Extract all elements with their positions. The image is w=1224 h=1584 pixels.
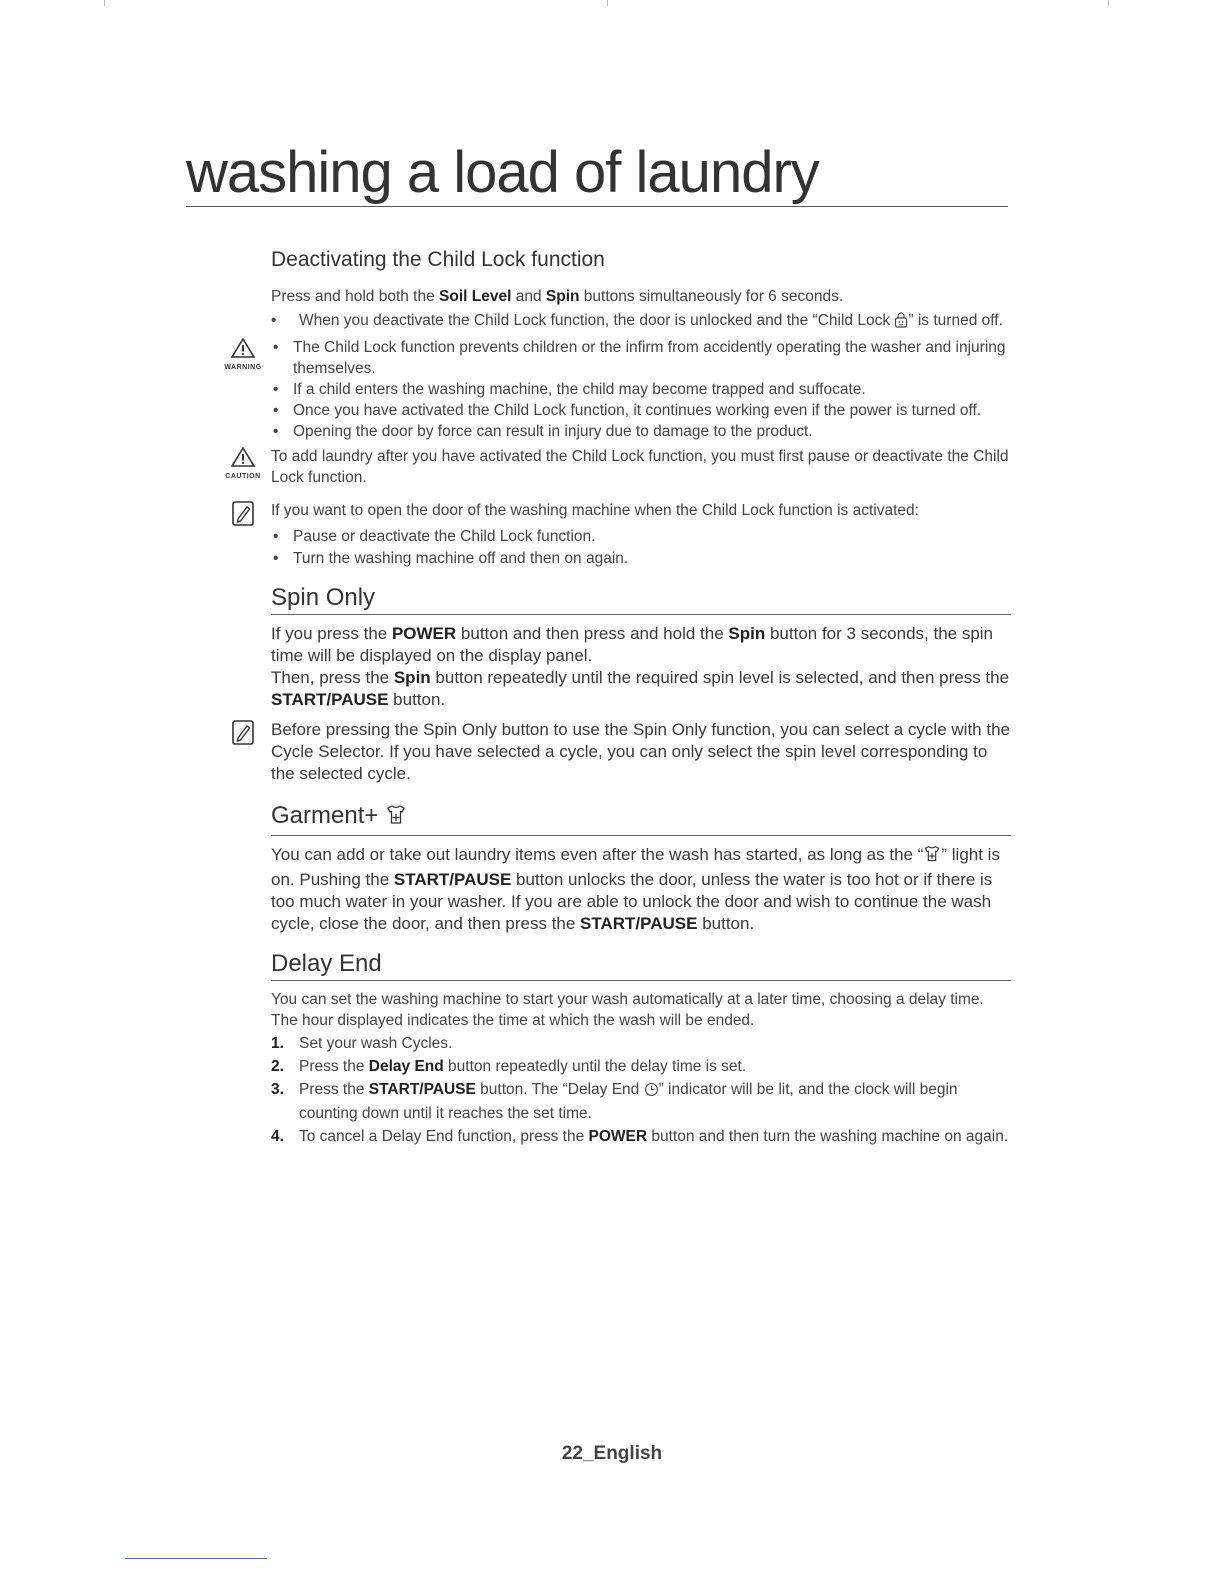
delay-end-intro: You can set the washing machine to start your wash automatically at a later time, choosing a delay time. The hour displayed indicates the time at which the wash will be ended. [271, 991, 984, 1029]
warning-item: • The Child Lock function prevents children or the infirm from accidently operating the washer and injuring themselves. [271, 337, 1011, 379]
crop-mark-center [607, 0, 608, 6]
spin-only-heading: Spin Only [271, 583, 1011, 615]
list-item: 4. To cancel a Delay End function, press the POWER button and then turn the washing machine on again. [271, 1128, 1009, 1145]
delay-end-steps [271, 1033, 1011, 1147]
caution-block [225, 446, 1011, 488]
warning-item: • Once you have activated the Child Lock function, it continues working even if the power is turned off. [271, 400, 1011, 421]
garment-icon [385, 804, 407, 834]
warning-item: • Opening the door by force can result in injury due to damage to the product. [271, 421, 1011, 442]
crop-mark-right [1108, 0, 1109, 6]
page-content [224, 246, 1011, 1149]
crop-mark-left [104, 0, 105, 6]
warning-block [224, 337, 1011, 442]
delay-end-clock-icon [644, 1082, 659, 1103]
caution-text: To add laundry after you have activated the Child Lock function, you must first pause or deactivate the Child Lock function. [271, 448, 1009, 486]
note-item: • Pause or deactivate the Child Lock function. [271, 526, 1011, 547]
page-title: washing a load of laundry [186, 140, 1008, 207]
spin-only-paragraph: If you press the POWER button and then press and hold the Spin button for 3 seconds, the spin time will be displayed on the display panel. [271, 624, 994, 665]
note-block [231, 500, 1011, 569]
garment-paragraph: You can add or take out laundry items even after the wash has started, as long as the “ ” light is on. Pushing the START/PAUSE button unlocks the door, unless the water is too hot or if there is too much water in your washer. If you are able to unlock the door and wish to continue the wash cycle, close the door, and then press the START/PAUSE button. [271, 845, 1000, 933]
caution-icon: CAUTION [223, 446, 263, 487]
note-item: • Turn the washing machine off and then on again. [271, 548, 1011, 569]
delay-end-heading: Delay End [271, 949, 1011, 981]
note-icon [223, 500, 263, 528]
note-text: If you want to open the door of the washing machine when the Child Lock function is activated: [271, 502, 919, 519]
garment-icon [923, 845, 941, 869]
bottom-rule [125, 1558, 267, 1559]
list-item: 3. Press the START/PAUSE button. The “Delay End ” indicator will be lit, and the clock will begin counting down until it reaches the set time. [271, 1081, 958, 1122]
list-item: 2. Press the Delay End button repeatedly until the delay time is set. [271, 1058, 747, 1075]
page-footer: 22_English [561, 1443, 663, 1464]
spin-only-paragraph: Then, press the Spin button repeatedly until the required spin level is selected, and then press the START/PAUSE button. [271, 668, 1010, 709]
warning-item: • If a child enters the washing machine, the child may become trapped and suffocate. [271, 379, 1011, 400]
child-lock-heading: Deactivating the Child Lock function [271, 248, 605, 271]
garment-heading: Garment+ [271, 801, 1011, 836]
warning-icon: WARNING [223, 337, 263, 378]
list-item: 1. Set your wash Cycles. [271, 1035, 453, 1052]
child-lock-icon [894, 312, 908, 334]
spin-only-note-text: Before pressing the Spin Only button to use the Spin Only function, you can select a cycle with the Cycle Selector. If you have selected a cycle, you can only select the spin level corresponding to the selected cycle. [271, 720, 1010, 783]
note-icon [223, 719, 263, 747]
child-lock-bullet: • When you deactivate the Child Lock function, the door is unlocked and the “Child Lock ” is turned off. [271, 310, 1011, 334]
spin-only-note [231, 719, 1011, 785]
child-lock-intro: Press and hold both the Soil Level and Spin buttons simultaneously for 6 seconds. [271, 288, 844, 305]
